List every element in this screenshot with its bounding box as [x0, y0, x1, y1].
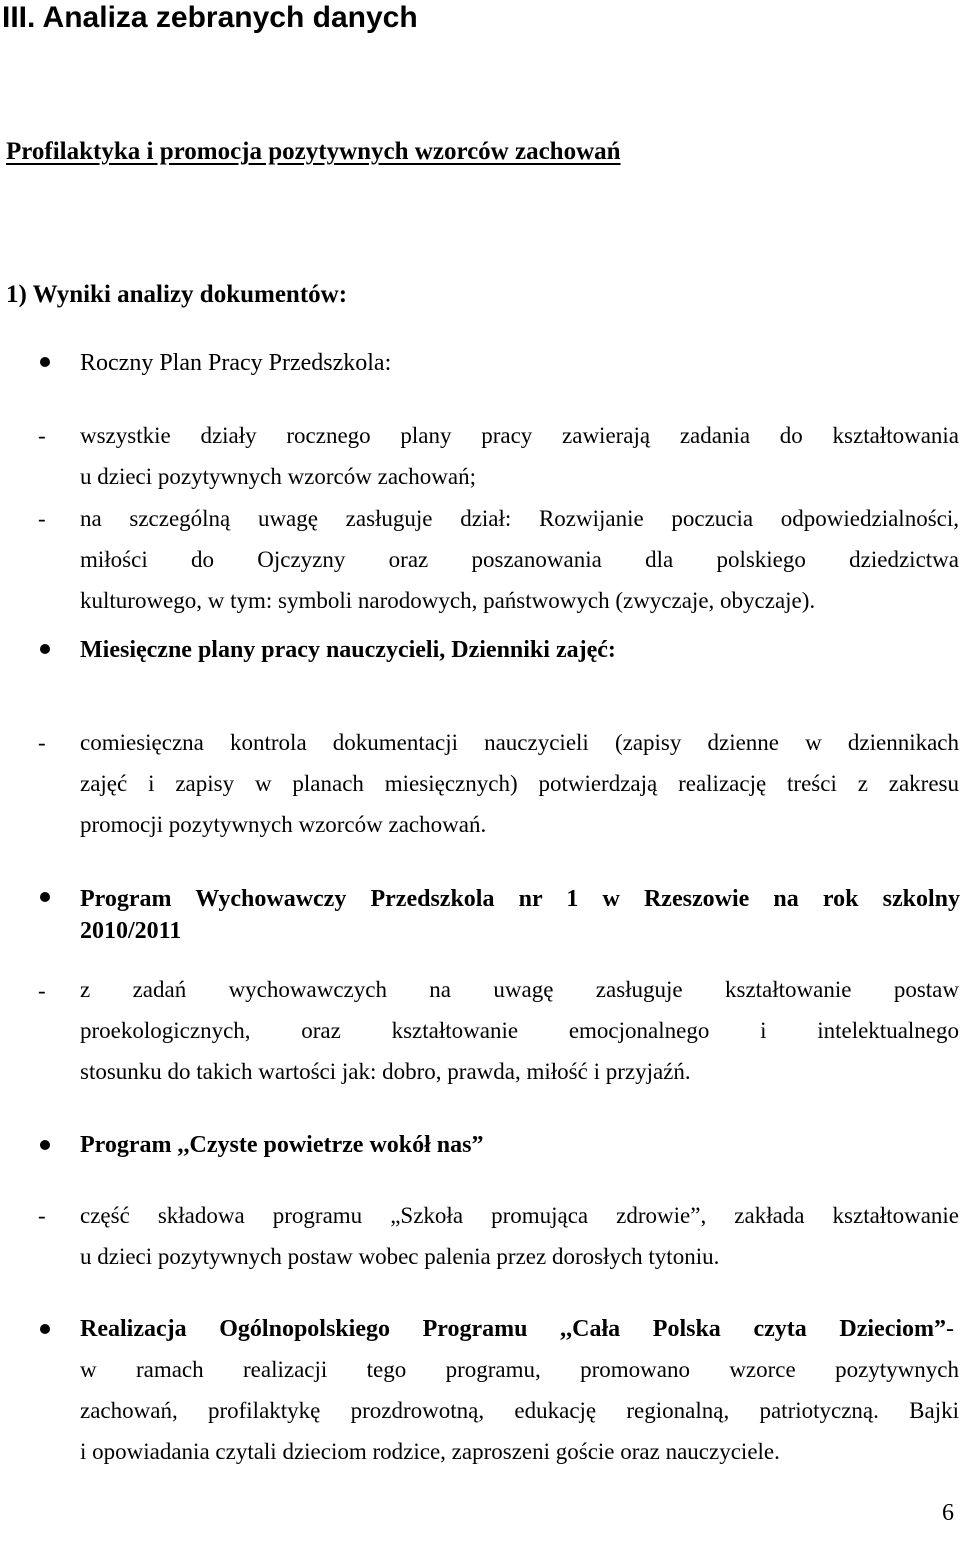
- item-4-title: [80, 1130, 960, 1160]
- text-line: promocji pozytywnych wzorców zachowań.: [80, 812, 487, 837]
- text-line: u dzieci pozytywnych postaw wobec palenia przez dorosłych tytoniu.: [80, 1244, 720, 1269]
- item-1-title: Roczny Plan Pracy Przedszkola:: [80, 350, 392, 376]
- item-1-point-1: [80, 415, 959, 497]
- page-heading: III. Analiza zebranych danych: [2, 1, 418, 34]
- bullet-icon: [40, 1324, 50, 1334]
- item-4-point-1: [80, 1195, 959, 1277]
- item-5-title-text: Realizacja Ogólnopolskiego Programu ,,Cała Polska czyta Dzieciom”: [80, 1316, 946, 1342]
- dash-marker: -: [38, 1203, 46, 1228]
- text-line: u dzieci pozytywnych wzorców zachowań;: [80, 464, 476, 489]
- item-2-point-1: [80, 722, 959, 845]
- section-title: Profilaktyka i promocja pozytywnych wzorców zachowań: [6, 138, 621, 165]
- bullet-icon: [40, 357, 50, 367]
- item-2-title-text: Miesięczne plany pracy nauczycieli, Dzienniki zajęć:: [80, 637, 616, 663]
- text-line: kulturowego, w tym: symboli narodowych, państwowych (zwyczaje, obyczaje).: [80, 588, 816, 613]
- item-5-title-tail: -: [946, 1316, 954, 1342]
- dash-marker: -: [38, 423, 46, 448]
- item-1-point-2: [80, 498, 959, 621]
- dash-marker: -: [38, 730, 46, 755]
- text-line: stosunku do takich wartości jak: dobro, prawda, miłość i przyjaźń.: [80, 1059, 691, 1084]
- text-line: proekologicznych, oraz kształtowanie emocjonalnego i intelektualnego: [80, 1018, 959, 1043]
- text-line: wszystkie działy rocznego plany pracy zawierają zadania do kształtowania: [80, 423, 959, 448]
- bullet-icon: [40, 644, 50, 654]
- text-line: comiesięczna kontrola dokumentacji nauczycieli (zapisy dzienne w dziennikach: [80, 730, 959, 755]
- item-4-title-text: Program ,,Czyste powietrze wokół nas”: [80, 1132, 484, 1158]
- bullet-icon: [40, 1140, 50, 1150]
- text-line: zajęć i zapisy w planach miesięcznych) potwierdzają realizację treści z zakresu: [80, 771, 959, 796]
- text-line: część składowa programu „Szkoła promująca zdrowie”, zakłada kształtowanie: [80, 1203, 959, 1228]
- text-line: i opowiadania czytali dzieciom rodzice, zaproszeni goście oraz nauczyciele.: [80, 1439, 780, 1464]
- text-line: na szczególną uwagę zasługuje dział: Rozwijanie poczucia odpowiedzialności,: [80, 506, 959, 531]
- item-3-point-1: [80, 969, 959, 1092]
- title-line: Program Wychowawczy Przedszkola nr 1 w Rzeszowie na rok szkolny: [80, 886, 960, 912]
- text-line: z zadań wychowawczych na uwagę zasługuje kształtowanie postaw: [80, 977, 959, 1002]
- item-3-title: [80, 883, 960, 947]
- text-line: miłości do Ojczyzny oraz poszanowania dla polskiego dziedzictwa: [80, 547, 959, 572]
- item-5-text: [80, 1349, 959, 1472]
- page-number: 6: [942, 1500, 954, 1526]
- text-line: zachowań, profilaktykę prozdrowotną, edukację regionalną, patriotyczną. Bajki: [80, 1398, 959, 1423]
- dash-marker: -: [38, 506, 46, 531]
- item-5-title: [80, 1314, 960, 1344]
- item-2-title: [80, 635, 960, 665]
- bullet-icon: [40, 892, 50, 902]
- dash-marker: -: [38, 978, 46, 1003]
- text-line: w ramach realizacji tego programu, promowano wzorce pozytywnych: [80, 1357, 959, 1382]
- subsection-title: 1) Wyniki analizy dokumentów:: [6, 281, 348, 308]
- title-line: 2010/2011: [80, 918, 182, 944]
